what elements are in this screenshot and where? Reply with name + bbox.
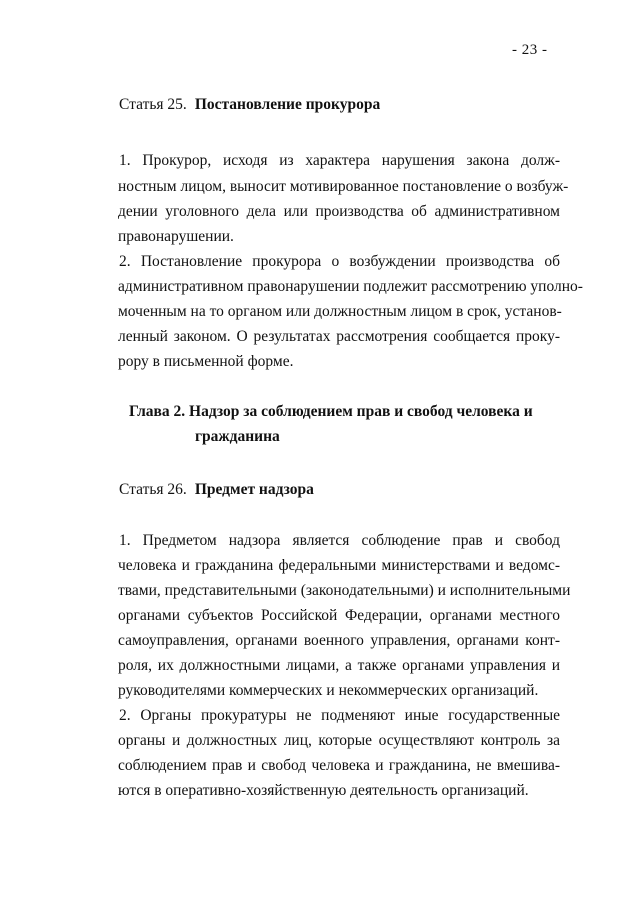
article-25-line: административном правонарушении подлежит рассмотрению уполно- [118,278,583,295]
article-25-line: ленный законом. О результатах рассмотрения сообщается проку- [118,328,560,345]
article-26-line: 1. Предметом надзора является соблюдение прав и свобод [119,532,560,549]
article-25-line: ностным лицом, выносит мотивированное постановление о возбуж- [118,178,569,195]
article-26-line: твами, представительными (законодательными) и исполнительными [118,582,571,599]
article-25-line: дении уголовного дела или производства об административном [118,203,560,220]
page-number: - 23 - [512,42,548,58]
article-25-label: Статья 25. [119,96,187,113]
article-26-line: роля, их должностными лицами, а также органами управления и [118,657,560,674]
article-26-line: 2. Органы прокуратуры не подменяют иные государственные [119,707,560,724]
article-25-line: правонарушении. [118,228,234,245]
chapter-2-heading-line-1: Глава 2. Надзор за соблюдением прав и свобод человека и [129,403,533,420]
article-25-line: 1. Прокурор, исходя из характера нарушения закона долж- [119,152,560,169]
article-26-line: человека и гражданина федеральными министерствами и ведомс- [118,557,560,574]
article-25-title: Постановление прокурора [194,96,381,113]
article-25-heading [119,96,380,114]
article-26-line: ются в оперативно-хозяйственную деятельность организаций. [118,782,529,799]
article-26-heading [119,481,314,499]
article-25-line: моченным на то органом или должностным лицом в срок, установ- [118,303,562,320]
chapter-2-heading-line-2: гражданина [195,428,280,445]
article-26-line: органами субъектов Российской Федерации, органами местного [118,607,560,624]
article-26-line: самоуправления, органами военного управления, органами конт- [118,632,560,649]
article-26-label: Статья 26. [119,481,187,498]
article-26-line: органы и должностных лиц, которые осуществляют контроль за [118,732,560,749]
article-26-line: руководителями коммерческих и некоммерческих организаций. [118,682,539,699]
article-26-title: Предмет надзора [194,481,314,498]
article-25-line: рору в письменной форме. [118,353,294,370]
article-25-line: 2. Постановление прокурора о возбуждении производства об [119,253,560,270]
article-26-line: соблюдением прав и свобод человека и гражданина, не вмешива- [118,757,560,774]
